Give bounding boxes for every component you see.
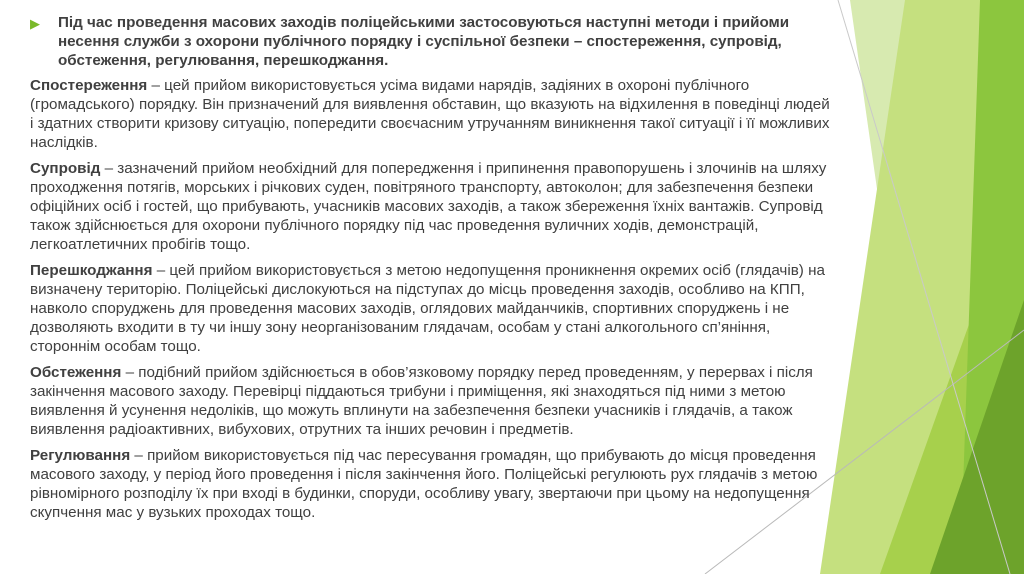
paragraph-regulation: [30, 446, 830, 522]
paragraph-obstruction: [30, 261, 830, 356]
paragraph-inspection: [30, 363, 830, 439]
definition-obstruction: – цей прийом використовується з метою недопущення проникнення окремих осіб (глядачів) на визначену територію. Поліцейські дислокуються на підступах до місць проведення заходів, особливо на КПП, навколо споруджень для проведення масових заходів, оглядових майданчиків, спортивних споруджень і не дозволяють входити в ту чи іншу зону неорганізованим глядачам, особам у стані алкогольного сп’яніння, стороннім особам тощо.: [30, 262, 825, 355]
slide-content: [30, 13, 830, 529]
term-observation: Спостереження: [30, 77, 148, 94]
paragraph-observation: [30, 76, 830, 152]
paragraph-escort: [30, 159, 830, 254]
definition-observation: – цей прийом використовується усіма видами нарядів, задіяних в охороні публічного (громадського) порядку. Він призначений для виявлення обставин, що вказують на відхилення в поведінці людей і здатних створити кризову ситуацію, попередити своєчасним утручанням виникнення такої ситуації і її можливих наслідків.: [30, 77, 830, 151]
definition-escort: – зазначений прийом необхідний для попередження і припинення правопорушень і злочинів на шляху проходження потягів, морських і річкових суден, повітряного транспорту, автоколон; для забезпечення безпеки офіційних осіб і гостей, що прибувають, учасників масових заходів, а також збереження їхніх вантажів. Супровід також здійснюється для охорони публічного порядку під час проведення вуличних ходів, демонстрацій, легкоатлетичних пробігів тощо.: [30, 160, 827, 253]
term-inspection: Обстеження: [30, 364, 122, 381]
term-regulation: Регулювання: [30, 447, 131, 464]
definition-inspection: – подібний прийом здійснюється в обов’язковому порядку перед проведенням, у перервах і після закінчення масового заходу. Перевірці піддаються трибуни і приміщення, які знаходяться під ними з метою виявлення й усунення недоліків, що можуть вплинути на забезпечення безпеки учасників і глядачів, а також виявлення радіоактивних, вибухових, отрутних та інших речовин і предметів.: [30, 364, 813, 438]
definition-regulation: – прийом використовується під час пересування громадян, що прибувають до місця проведення масового заходу, у період його проведення і після закінчення його. Поліцейські регулюють рух глядачів з метою рівномірного розподілу їх при вході в будинки, споруди, особливу увагу, звертаючи при цьому на недопущення скупчення мас у вузьких проходах тощо.: [30, 447, 818, 521]
term-escort: Супровід: [30, 160, 101, 177]
term-obstruction: Перешкоджання: [30, 262, 153, 279]
intro-bullet-text: Під час проведення масових заходів поліцейськими застосовуються наступні методи і прийоми несення служби з охорони публічного порядку і суспільної безпеки – спостереження, супровід, обстеження, регулювання, перешкоджання.: [58, 14, 790, 69]
triangle-bullet-icon: ▶: [30, 16, 40, 31]
intro-bullet: [30, 13, 830, 70]
